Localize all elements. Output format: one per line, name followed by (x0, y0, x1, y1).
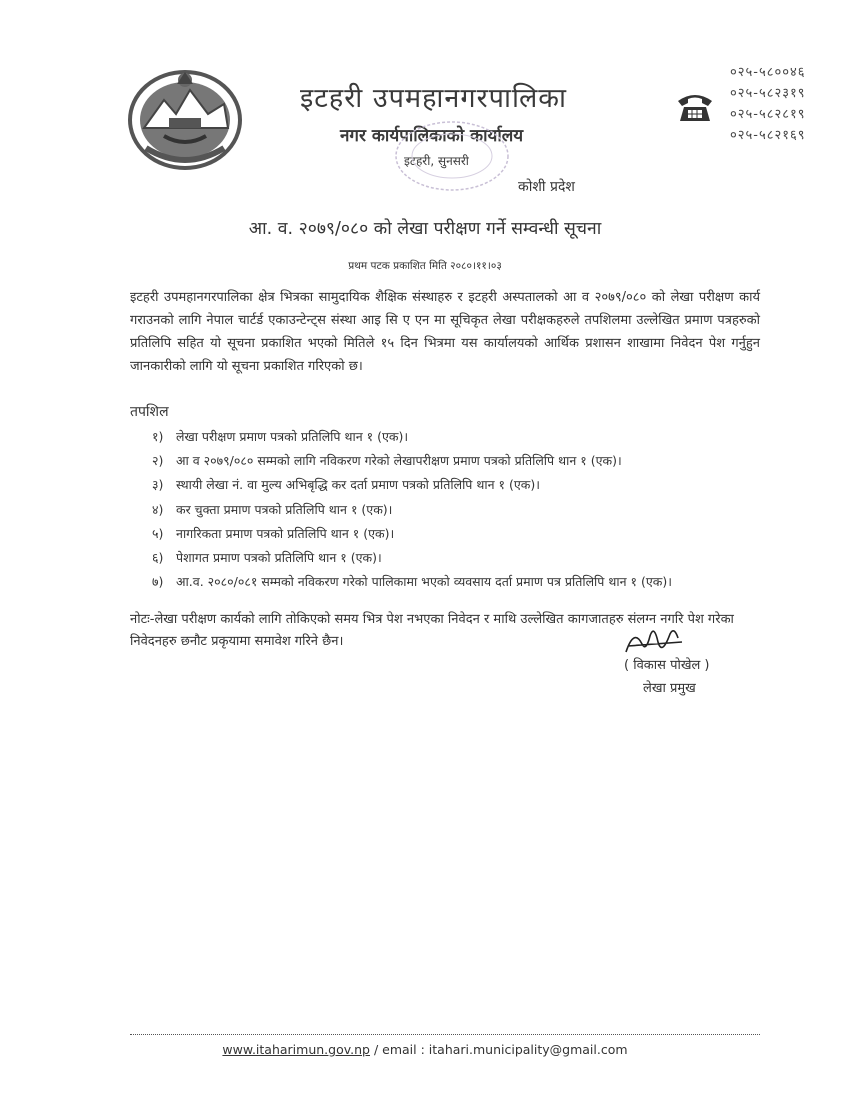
list-item (152, 498, 792, 522)
item-text: कर चुक्ता प्रमाण पत्रको प्रतिलिपि थान १ (एक)। (176, 501, 393, 517)
list-item (152, 473, 792, 497)
item-number: १) (152, 429, 164, 444)
notice-title: आ. व. २०७९/०८० को लेखा परीक्षण गर्ने सम्वन्धी सूचना (248, 219, 602, 239)
intro-paragraph: इटहरी उपमहानगरपालिका क्षेत्र भित्रका सामुदायिक शैक्षिक संस्थाहरु र इटहरी अस्पतालको आ व २०७९/०८० को लेखा परीक्षण कार्य गराउनको लागि नेपाल चार्टर्ड एकाउन्टेन्ट्स संस्था आइ सि ए एन मा सूचिकृत लेखा परीक्षकहरुले तपशिलमा उल्लेखित प्रमाण पत्रहरुको प्रतिलिपि सहित यो सूचना प्रकाशित भएको मितिले १५ दिन भित्रमा यस कार्यालयको आर्थिक प्रशासन शाखामा निवेदन पेश गर्नुहुन जानकारीको लागि यो सूचना प्रकाशित गरिएको छ। (130, 290, 760, 374)
item-number: २) (152, 453, 164, 469)
footer-contact (0, 1042, 850, 1057)
item-number: ६) (152, 550, 164, 566)
email-address[interactable]: itahari.municipality@gmail.com (428, 1042, 628, 1057)
item-text: आ.व. २०८०/०८१ सम्मको नविकरण गरेको पालिकामा भएको व्यवसाय दर्ता प्रमाण पत्र प्रतिलिपि थान १ (एक)। (176, 574, 672, 590)
item-number: ३) (152, 477, 164, 493)
signer-name: ( विकास पोखेल ) (624, 658, 710, 673)
phone-number: ०२५-५८२८१९ (730, 107, 806, 122)
item-text: पेशागत प्रमाण पत्रको प्रतिलिपि थान १ (एक)। (176, 550, 382, 566)
list-heading: तपशिल (130, 404, 169, 420)
organization-name: इटहरी उपमहानगरपालिका (300, 83, 568, 114)
footer-separator: / email : (369, 1042, 429, 1057)
phone-number: ०२५-५८००४६ (730, 65, 806, 80)
phone-number: ०२५-५८२१६९ (730, 128, 806, 143)
office-name: नगर कार्यपालिकाको कार्यालय (340, 126, 524, 146)
list-item (152, 570, 792, 594)
phone-numbers (730, 62, 806, 146)
footer-divider (130, 1034, 760, 1035)
item-number: ४) (152, 501, 164, 517)
list-item (152, 522, 792, 546)
nepal-emblem-icon (124, 66, 246, 174)
list-item (152, 425, 792, 449)
list-item (152, 449, 792, 473)
province-name: कोशी प्रदेश (518, 179, 575, 195)
item-number: ७) (152, 574, 164, 590)
requirements-list (152, 425, 792, 594)
item-text: नागरिकता प्रमाण पत्रको प्रतिलिपि थान १ (एक)। (176, 525, 395, 541)
item-text: आ व २०७९/०८० सम्मको लागि नविकरण गरेको लेखापरीक्षण प्रमाण पत्रको प्रतिलिपि थान १ (एक)। (176, 453, 622, 469)
item-text: स्थायी लेखा नं. वा मुल्य अभिबृद्धि कर दर्ता प्रमाण पत्रको प्रतिलिपि थान १ (एक)। (176, 477, 540, 493)
website-link[interactable]: www.itaharimun.gov.np (222, 1042, 370, 1057)
list-item (152, 546, 792, 570)
item-number: ५) (152, 525, 164, 541)
note-paragraph: नोटः-लेखा परीक्षण कार्यको लागि तोकिएको समय भित्र पेश नभएका निवेदन र माथि उल्लेखित कागजातहरु संलग्न नगरि पेश गरेका निवेदनहरु छनौट प्रकृयामा समावेश गरिने छैन। (130, 612, 734, 649)
telephone-icon (676, 91, 714, 123)
publication-date: प्रथम पटक प्रकाशित मिति २०८०।११।०३ (348, 260, 502, 272)
item-text: लेखा परीक्षण प्रमाण पत्रको प्रतिलिपि थान १ (एक)। (176, 429, 409, 444)
phone-number: ०२५-५८२३१९ (730, 86, 806, 101)
signer-title: लेखा प्रमुख (643, 681, 696, 696)
office-place: इटहरी, सुनसरी (404, 154, 469, 168)
